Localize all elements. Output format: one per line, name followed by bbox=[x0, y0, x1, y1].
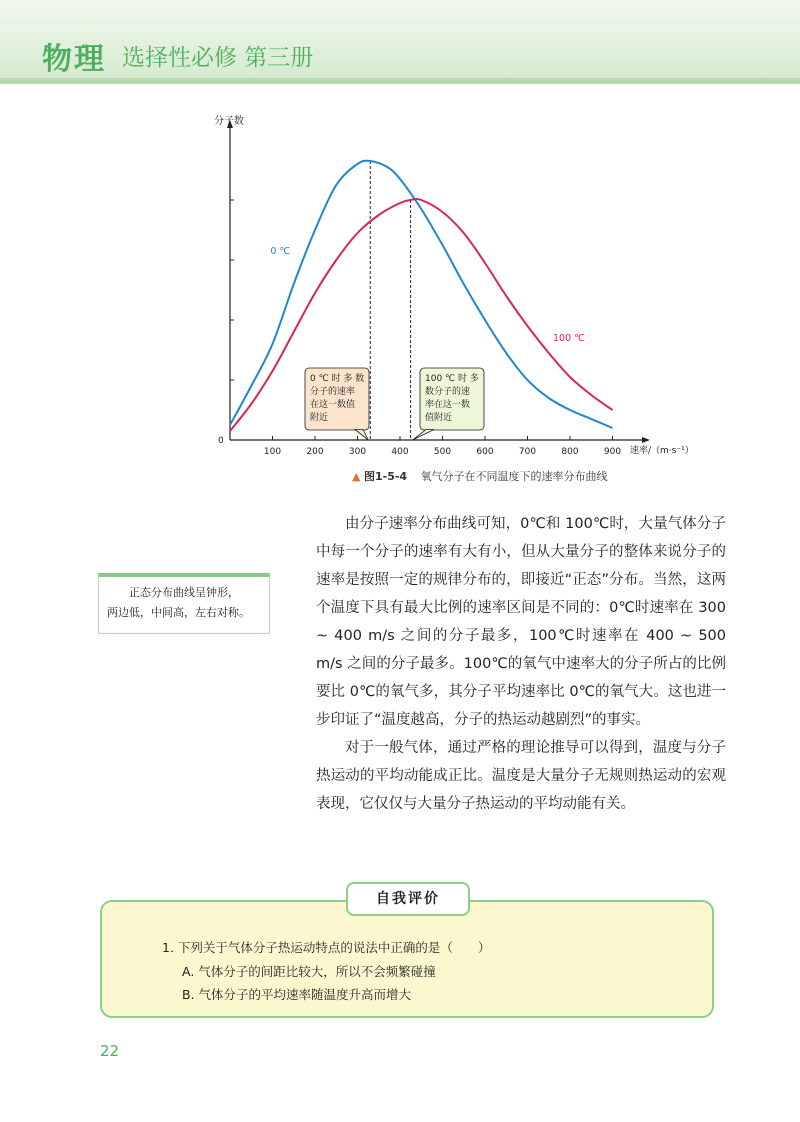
x-tick-label: 800 bbox=[561, 447, 579, 457]
figure-caption bbox=[352, 468, 608, 484]
callout-text-line: 0 ℃ 时 多 数 bbox=[310, 374, 365, 384]
x-tick-label: 600 bbox=[476, 447, 494, 457]
callout-text-line: 值附近 bbox=[425, 413, 453, 423]
body-text bbox=[316, 510, 726, 818]
chart-callouts bbox=[305, 368, 484, 440]
page-header bbox=[0, 0, 800, 84]
callout-text-line: 附近 bbox=[310, 413, 329, 423]
x-axis-label: 速率/（m·s⁻¹） bbox=[630, 446, 694, 456]
origin-label: 0 bbox=[218, 436, 224, 446]
x-tick-label: 700 bbox=[518, 447, 537, 457]
x-tick-label: 200 bbox=[306, 447, 324, 457]
side-note-line-1: 正态分布曲线呈钟形， bbox=[129, 586, 239, 599]
x-tick-label: 100 bbox=[263, 447, 282, 457]
x-tick-label: 900 bbox=[603, 447, 622, 457]
callout-text-line: 100 ℃ 时 多 bbox=[425, 374, 479, 384]
y-axis-label: 分子数 bbox=[214, 116, 244, 127]
page-number: 22 bbox=[100, 1042, 120, 1060]
question-1: 1. 下列关于气体分子热运动特点的说法中正确的是（ ） bbox=[162, 940, 491, 955]
series-label-0c: 0 ℃ bbox=[270, 246, 291, 257]
figure-number: 图1-5-4 bbox=[363, 470, 408, 483]
callout-text-line: 数分子的速 bbox=[425, 387, 471, 397]
callout-text-line: 分子的速率 bbox=[310, 387, 356, 397]
self-review-title: 自我评价 bbox=[346, 882, 470, 916]
x-tick-label: 500 bbox=[433, 447, 452, 457]
callout-pointer bbox=[413, 430, 434, 441]
figure-caption-text: 氧气分子在不同温度下的速率分布曲线 bbox=[420, 470, 608, 483]
book-title: 物理 bbox=[42, 42, 106, 77]
side-note-line-2: 两边低，中间高，左右对称。 bbox=[107, 606, 250, 619]
caption-triangle-icon: ▲ bbox=[352, 470, 361, 483]
callout-text-line: 率在这一数 bbox=[425, 400, 471, 410]
paragraph-1: 由分子速率分布曲线可知，0℃和 100℃时，大量气体分子中每一个分子的速率有大有小，但从大量分子的整体来说分子的速率是按照一定的规律分布的，即接近“正态”分布。当然，这两个温度下具有最大比例的速率区间是不同的：0℃时速率在 300 ~ 400 m/s 之间的分子最多，100℃时速率在 400 ~ 500 m/s 之间的分子最多。100℃的氧气中速率大的分子所占的比例要比 0℃的氧气多，其分子平均速率比 0℃的氧气大。这也进一步印证了“温度越高，分子的热运动越剧烈”的事实。 bbox=[316, 516, 726, 728]
peak-markers bbox=[370, 161, 410, 440]
series-label-100c: 100 ℃ bbox=[553, 333, 585, 344]
callout-box-0c bbox=[305, 368, 369, 440]
side-note bbox=[98, 573, 270, 634]
callout-box-100c bbox=[413, 368, 484, 440]
option-b: B. 气体分子的平均速率随温度升高而增大 bbox=[182, 987, 412, 1002]
callout-pointer bbox=[355, 430, 368, 441]
x-axis-arrow-icon bbox=[642, 437, 650, 443]
self-review-box bbox=[100, 900, 714, 1018]
callout-text-line: 在这一数值 bbox=[310, 400, 356, 410]
x-tick-label: 400 bbox=[391, 447, 409, 457]
x-tick-label: 300 bbox=[348, 447, 367, 457]
option-a: A. 气体分子的间距比较大，所以不会频繁碰撞 bbox=[182, 964, 436, 979]
book-subtitle: 选择性必修 第三册 bbox=[122, 45, 314, 71]
speed-distribution-chart bbox=[200, 110, 694, 462]
paragraph-2: 对于一般气体，通过严格的理论推导可以得到，温度与分子热运动的平均动能成正比。温度是大量分子无规则热运动的宏观表现，它仅仅与大量分子热运动的平均动能有关。 bbox=[316, 740, 726, 812]
